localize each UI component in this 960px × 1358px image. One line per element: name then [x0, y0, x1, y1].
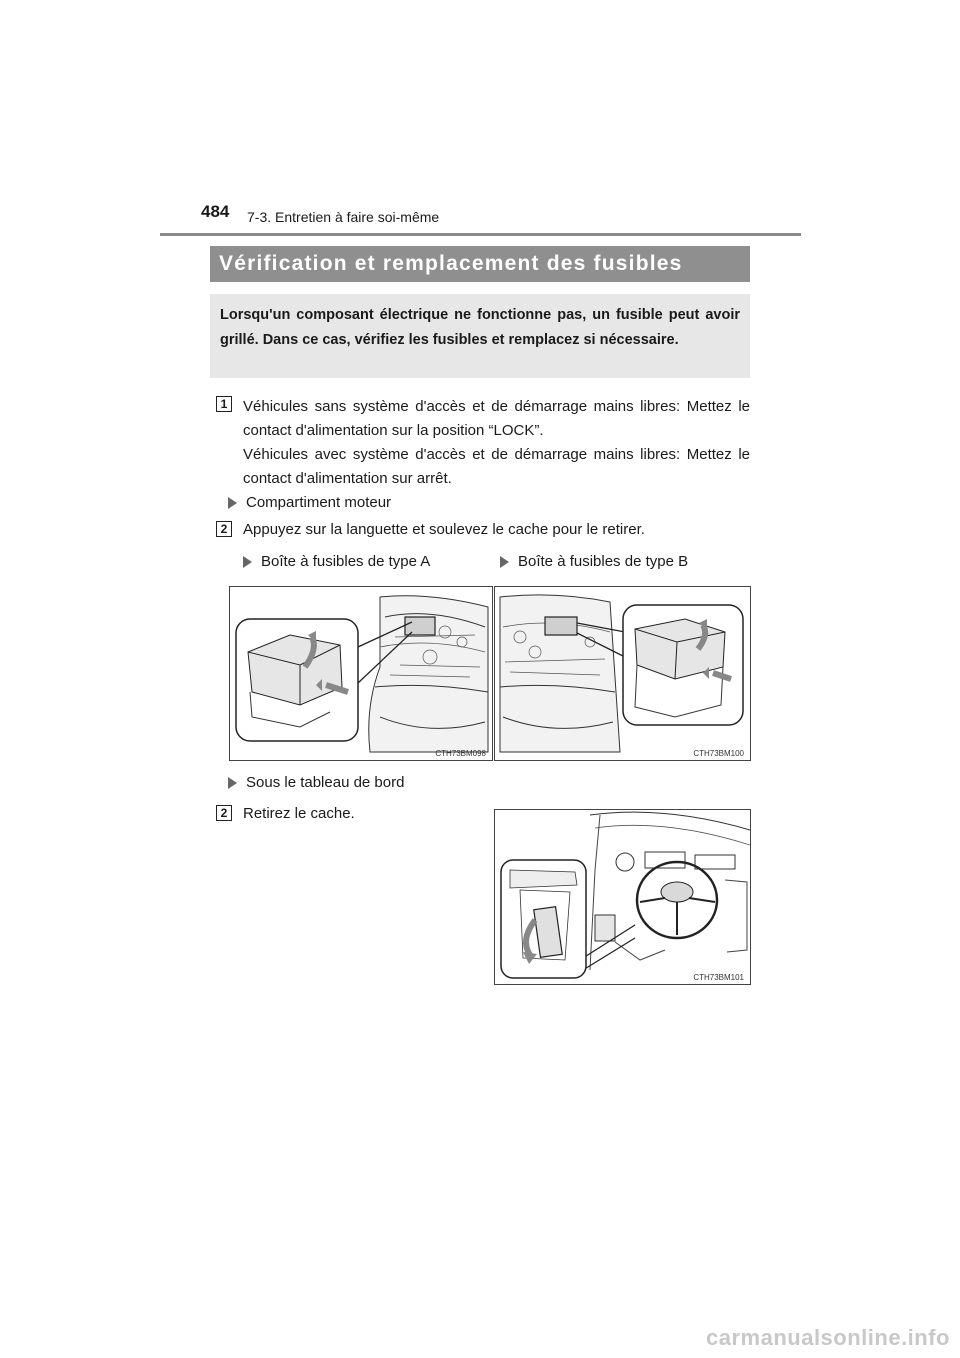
triangle-bullet-icon — [500, 556, 509, 568]
engine-heading — [228, 494, 391, 511]
page-title — [210, 246, 750, 282]
engine-heading-text: Compartiment moteur — [246, 494, 392, 511]
type-b-label: Boîte à fusibles de type B — [518, 553, 689, 570]
triangle-bullet-icon — [228, 777, 237, 789]
intro-box — [210, 294, 750, 378]
figure-fuse-box-type-a — [229, 586, 493, 761]
engine-instruction: Appuyez sur la languette et soulevez le cache pour le retirer. — [243, 521, 645, 538]
header-rule — [160, 233, 801, 236]
section-title: 7-3. Entretien à faire soi-même — [247, 209, 440, 225]
watermark: carmanualsonline.info — [706, 1325, 950, 1350]
type-a-label: Boîte à fusibles de type A — [261, 553, 431, 570]
dashboard-heading — [228, 774, 404, 791]
triangle-bullet-icon — [243, 556, 252, 568]
intro-text: Lorsqu'un composant électrique ne fonctionne pas, un fusible peut avoir grillé. Dans ce cas, vérifiez les fusibles et remplacez si nécessaire. — [220, 307, 740, 348]
dashboard-illustration — [495, 810, 750, 984]
dashboard-instruction: Retirez le cache. — [243, 805, 355, 822]
figure-fuse-box-type-b — [494, 586, 751, 761]
triangle-bullet-icon — [228, 497, 237, 509]
step-2-badge-engine: 2 — [216, 521, 232, 537]
dashboard-heading-text: Sous le tableau de bord — [246, 774, 405, 791]
engine-bay-type-a-illustration — [230, 587, 492, 760]
engine-bay-type-b-illustration — [495, 587, 750, 760]
step-1-paragraph-1: Véhicules sans système d'accès et de démarrage mains libres: Mettez le contact d'alimentation sur la position “LOCK”. — [243, 398, 750, 439]
page-title-text: Vérification et remplacement des fusibles — [219, 252, 683, 275]
step-1-paragraph-2: Véhicules avec système d'accès et de démarrage mains libres: Mettez le contact d'alimentation sur arrêt. — [243, 446, 750, 487]
figure-c-code: CTH73BM101 — [693, 973, 744, 982]
figure-a-code: CTH73BM098 — [435, 749, 486, 758]
page-number: 484 — [201, 202, 230, 221]
figure-b-code: CTH73BM100 — [693, 749, 744, 758]
type-a-heading — [243, 553, 430, 570]
step-1-badge: 1 — [216, 396, 232, 412]
type-b-heading — [500, 553, 688, 570]
figure-dashboard-fuse-box — [494, 809, 751, 985]
step-2-badge-dashboard: 2 — [216, 805, 232, 821]
